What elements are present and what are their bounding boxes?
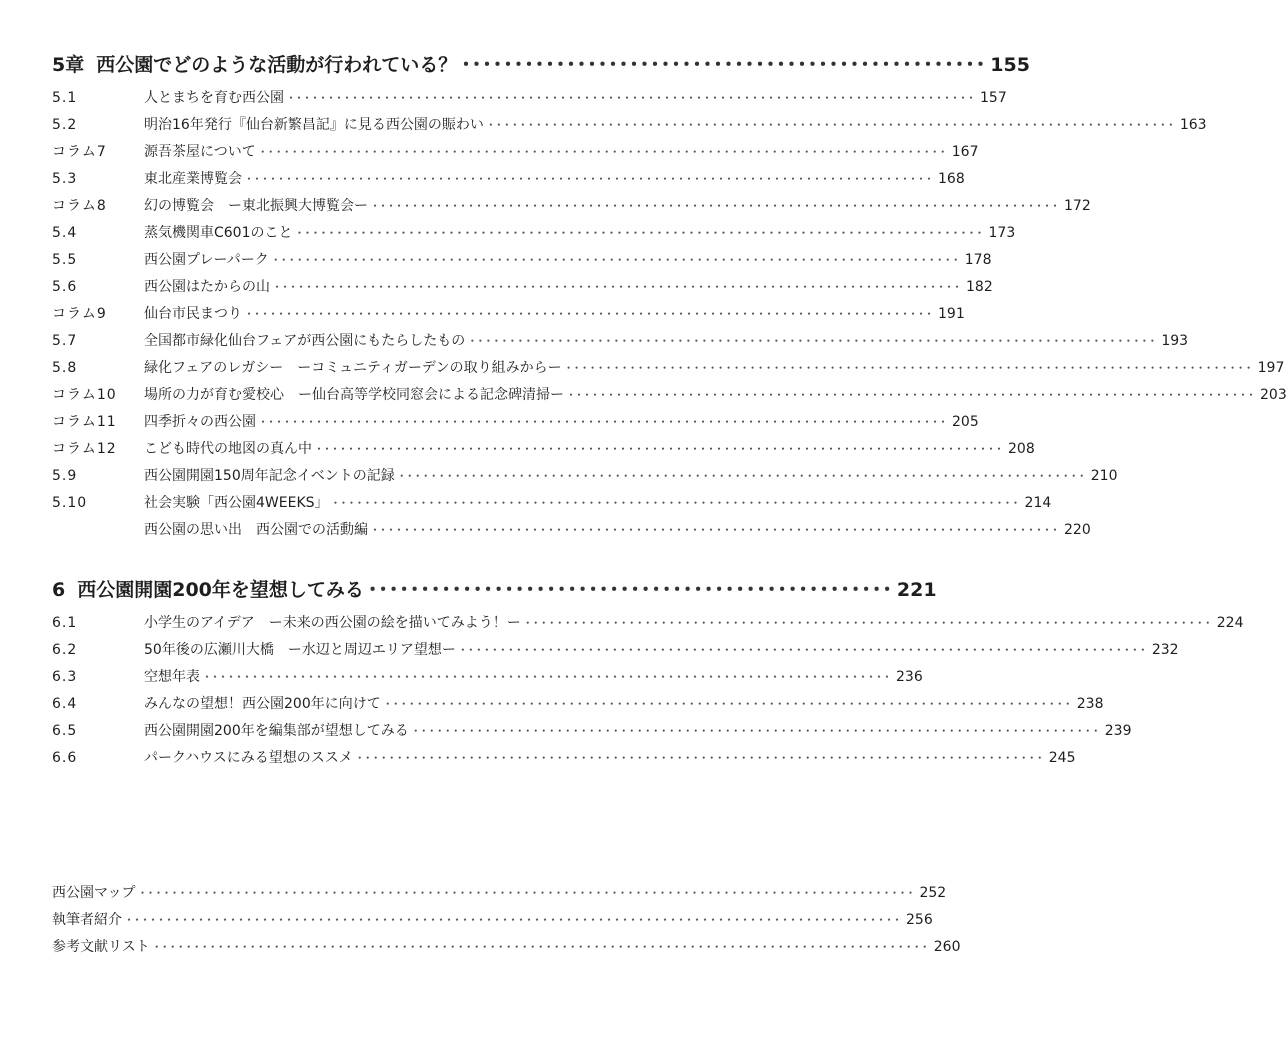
toc-entry — [52, 195, 1091, 219]
entry-page: 214 — [1024, 495, 1052, 511]
entry-title: 東北産業博覧会 — [144, 171, 242, 187]
entry-title: 執筆者紹介 — [52, 912, 122, 928]
entry-title: 空想年表 — [144, 669, 200, 685]
toc-entry — [52, 411, 979, 435]
entry-page: 210 — [1090, 468, 1118, 484]
entry-page: 182 — [966, 279, 993, 295]
chapter-page: 221 — [896, 579, 937, 601]
toc-entry — [52, 666, 923, 690]
entry-number: コラム11 — [52, 414, 117, 430]
leader-dots: ･･････････････････････････････････････････････････ — [367, 579, 893, 601]
leader-dots: ･･････････････････････････････････････････････････････････････････････････････････････ — [274, 280, 963, 294]
entry-title: 参考文献リスト — [52, 939, 150, 955]
entry-number: 5.2 — [52, 117, 78, 133]
entry-page: 193 — [1161, 333, 1189, 349]
entry-page: 157 — [980, 90, 1007, 106]
entry-title: 人とまちを育む西公園 — [144, 90, 284, 106]
entry-number: 6.6 — [52, 750, 78, 766]
toc-entry — [52, 303, 965, 327]
leader-dots: ･･････････････････････････････････････････････････････････････････････････････････････ — [568, 388, 1257, 402]
toc-entry — [52, 87, 1007, 111]
entry-page: 239 — [1104, 723, 1132, 739]
entry-page: 236 — [896, 669, 923, 685]
toc-entry — [52, 168, 965, 192]
leader-dots: ･･････････････････････････････････････････････････ — [461, 54, 987, 76]
entry-page: 256 — [906, 912, 933, 928]
entry-number: 6.1 — [52, 615, 78, 631]
toc-entry — [52, 720, 1132, 744]
entry-number: 5.10 — [52, 495, 88, 511]
leader-dots: ･･････････････････････････････････････････････････････････････････････････････････････ — [259, 145, 948, 159]
entry-title: 四季折々の西公園 — [144, 414, 256, 430]
toc-entry — [52, 114, 1207, 138]
appendix-entry — [52, 882, 947, 906]
toc-entry — [52, 438, 1035, 462]
entry-title: 50年後の広瀬川大橋 ー水辺と周辺エリア望想ー — [144, 642, 456, 658]
entry-number: 6.3 — [52, 669, 78, 685]
entry-title: 幻の博覧会 ー東北振興大博覧会ー — [144, 198, 368, 214]
entry-title: 社会実験「西公園4WEEKS」 — [144, 495, 329, 511]
chapter-6-heading — [52, 575, 937, 605]
toc-entry — [52, 249, 992, 273]
toc-entry — [52, 222, 1016, 246]
entry-page: 245 — [1048, 750, 1076, 766]
entry-number: 6.2 — [52, 642, 78, 658]
chapter-title: 西公園開園200年を望想してみる — [77, 579, 364, 601]
toc-entry — [52, 141, 979, 165]
leader-dots: ･･････････････････････････････････････････････････････････････････････････････････････ — [398, 469, 1087, 483]
entry-page: 178 — [964, 252, 992, 268]
toc-entry — [52, 330, 1189, 354]
entry-title: 仙台市民まつり — [144, 306, 242, 322]
entry-title: 明治16年発行『仙台新繁昌記』に見る西公園の賑わい — [144, 117, 484, 133]
leader-dots: ･･････････････････････････････････････････････････････････････････････････････････････ — [288, 91, 977, 105]
toc-entry — [52, 747, 1076, 771]
chapter-title: 西公園でどのような活動が行われている？ — [96, 54, 458, 76]
entry-number: コラム7 — [52, 144, 107, 160]
entry-title: 場所の力が育む愛校心 ー仙台高等学校同窓会による記念碑清掃ー — [144, 387, 564, 403]
appendix-entry — [52, 909, 933, 933]
toc-entry — [52, 357, 1285, 381]
entry-title: 西公園マップ — [52, 885, 136, 901]
entry-number: 5.8 — [52, 360, 78, 376]
chapter-5-heading — [52, 50, 1030, 80]
entry-title: 西公園開園150周年記念イベントの記録 — [144, 468, 395, 484]
entry-page: 191 — [938, 306, 965, 322]
entry-number: 5.6 — [52, 279, 78, 295]
entry-number: コラム10 — [52, 387, 117, 403]
leader-dots: ･･････････････････････････････････････････････････････････････････････････････････････ — [316, 442, 1005, 456]
leader-dots: ･･････････････････････････････････････････････････････････････････････････････････････ — [332, 496, 1021, 510]
entry-title: 西公園開園200年を編集部が望想してみる — [144, 723, 409, 739]
leader-dots: ･･････････････････････････････････････････････････････････････････････････････････････ — [524, 616, 1213, 630]
leader-dots: ･･････････････････････････････････････････････････････････････････････････････････････ — [260, 415, 949, 429]
entry-number: 5.7 — [52, 333, 78, 349]
toc-entry — [52, 276, 993, 300]
entry-page: 197 — [1257, 360, 1285, 376]
entry-number: 6.4 — [52, 696, 78, 712]
entry-page: 173 — [988, 225, 1016, 241]
leader-dots: ･･････････････････････････････････････････････････････････････････････････････････････ — [246, 172, 935, 186]
toc-entry — [52, 519, 1091, 543]
entry-page: 168 — [938, 171, 965, 187]
leader-dots: ･･････････････････････････････････････････････････････････････････････････････････････ — [487, 118, 1176, 132]
leader-dots: ･･････････････････････････････････････････････････････････････････････････････････････ — [372, 523, 1061, 537]
entry-title: こども時代の地図の真ん中 — [144, 441, 312, 457]
entry-number: 5.5 — [52, 252, 78, 268]
leader-dots: ･･････････････････････････････････････････････････････････････････････････････････････ — [356, 751, 1045, 765]
leader-dots: ･･････････････････････････････････････････････････････････････････････････････････････ — [384, 697, 1073, 711]
leader-dots: ･･････････････････････････････････････････････････････････････････････････････････････ — [412, 724, 1101, 738]
appendix-entry — [52, 936, 961, 960]
entry-page: 224 — [1216, 615, 1244, 631]
entry-page: 208 — [1008, 441, 1035, 457]
entry-title: パークハウスにみる望想のススメ — [144, 750, 353, 766]
entry-title: 蒸気機関車C601のこと — [144, 225, 293, 241]
toc-entry — [52, 693, 1104, 717]
entry-number: コラム12 — [52, 441, 117, 457]
entry-number: 6.5 — [52, 723, 78, 739]
leader-dots: ･･････････････････････････････････････････････････････････････････････････････････････ — [372, 199, 1061, 213]
chapter-number: 6 — [52, 579, 66, 601]
leader-dots: ･･････････････････････････････････････････････････････････････････････････････････････ — [565, 361, 1254, 375]
chapter-page: 155 — [990, 54, 1030, 76]
toc-entry — [52, 492, 1052, 516]
entry-number: 5.3 — [52, 171, 78, 187]
toc-entry — [52, 639, 1179, 663]
leader-dots: ･･････････････････････････････････････････････････････････････････････････････････････ — [469, 334, 1158, 348]
entry-number: コラム8 — [52, 198, 107, 214]
leader-dots: ･･････････････････････････････････････････････････････････････････････････････････････ — [204, 670, 893, 684]
entry-title: 源吾茶屋について — [144, 144, 256, 160]
entry-number: 5.1 — [52, 90, 78, 106]
leader-dots: ･････････････････････････････････････････････････････････････････････････････････････････････････ — [139, 886, 916, 900]
entry-page: 167 — [951, 144, 979, 160]
leader-dots: ･･････････････････････････････････････････････････････････････････････････････････････ — [459, 643, 1148, 657]
entry-title: 緑化フェアのレガシー ーコミュニティガーデンの取り組みからー — [144, 360, 562, 376]
chapter-number: 5章 — [52, 54, 85, 76]
entry-page: 163 — [1179, 117, 1207, 133]
toc-entry — [52, 465, 1118, 489]
leader-dots: ･･････････････････････････････････････････････････････････････････････････････････････ — [272, 253, 961, 267]
entry-title: みんなの望想！西公園200年に向けて — [144, 696, 381, 712]
entry-page: 260 — [933, 939, 961, 955]
entry-page: 232 — [1151, 642, 1179, 658]
leader-dots: ･････････････････････････････････････････････････････････････････････････････････････････････････ — [126, 913, 903, 927]
toc-entry — [52, 612, 1244, 636]
leader-dots: ･･････････････････････････････････････････････････････････････････････････････････････ — [246, 307, 935, 321]
entry-page: 220 — [1064, 522, 1091, 538]
entry-number: 5.9 — [52, 468, 78, 484]
entry-page: 238 — [1076, 696, 1104, 712]
entry-title: 西公園はたからの山 — [144, 279, 270, 295]
toc-entry — [52, 384, 1287, 408]
entry-number: コラム9 — [52, 306, 107, 322]
entry-title: 西公園プレーパーク — [144, 252, 269, 268]
entry-title: 全国都市緑化仙台フェアが西公園にもたらしたもの — [144, 333, 466, 349]
entry-page: 205 — [952, 414, 979, 430]
entry-page: 252 — [919, 885, 947, 901]
entry-page: 172 — [1064, 198, 1091, 214]
entry-title: 西公園の思い出 西公園での活動編 — [144, 522, 368, 538]
entry-page: 203 — [1260, 387, 1287, 403]
entry-number: 5.4 — [52, 225, 78, 241]
leader-dots: ･･････････････････････････････････････････････････････････････････････････････････････ — [296, 226, 985, 240]
leader-dots: ･････････････････････････････････････････････････････････････････････････････････････････････････ — [153, 940, 930, 954]
entry-title: 小学生のアイデア ー未来の西公園の絵を描いてみよう！ー — [144, 615, 521, 631]
